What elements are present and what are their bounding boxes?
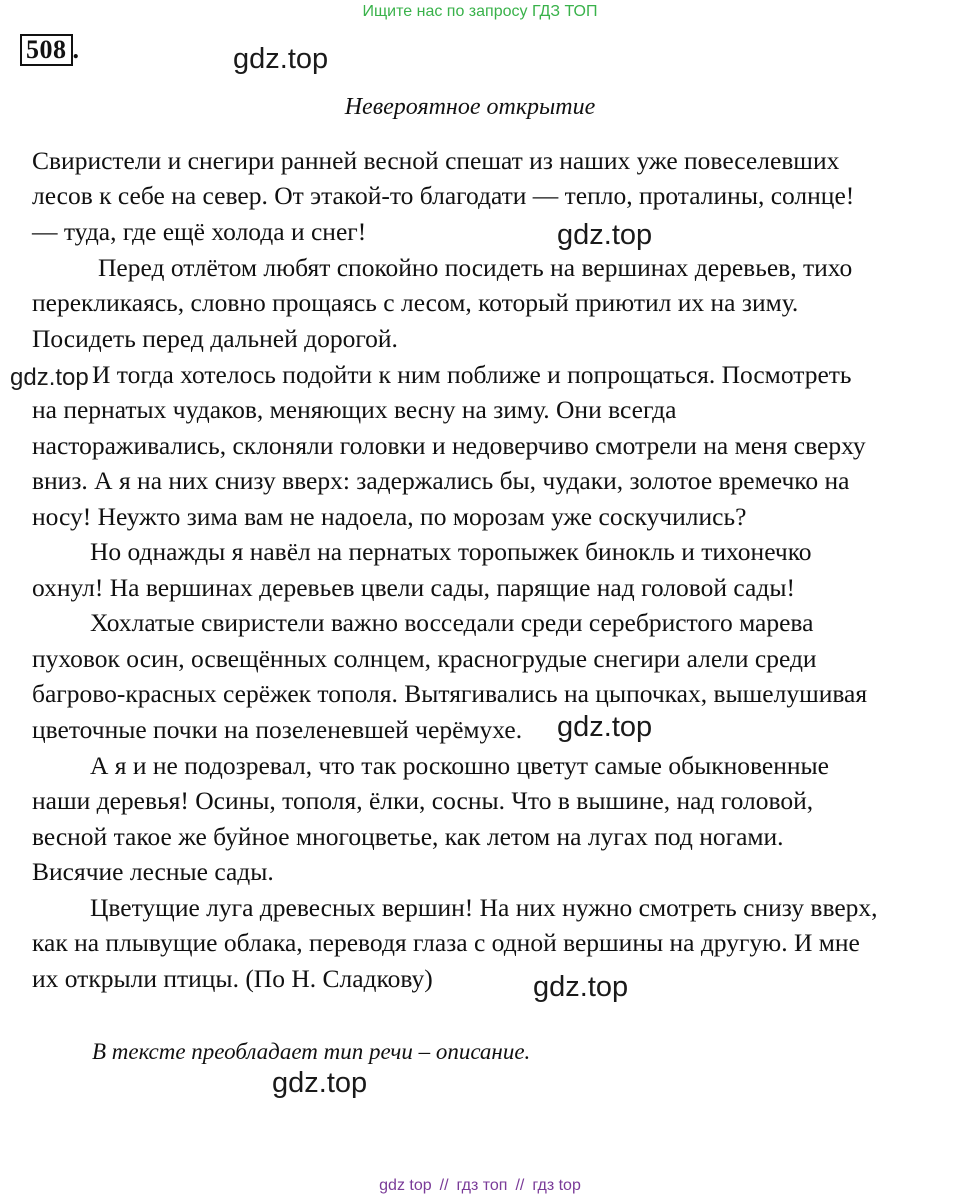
text-line: Свиристели и снегири ранней весной спешат из наших уже повеселевших (32, 146, 840, 175)
exercise-number-box: 508 (20, 34, 73, 66)
text-line: наши деревья! Осины, тополя, ёлки, сосны. Что в вышине, над головой, (32, 786, 814, 815)
text-title: Невероятное открытие (344, 94, 596, 120)
exercise-number-dot: . (72, 35, 80, 64)
watermark: gdz.top (557, 219, 653, 251)
text-line: охнул! На вершинах деревьев цвели сады, парящие над головой сады! (32, 573, 795, 602)
text-line: А я и не подозревал, что так роскошно цветут самые обыкновенные (90, 751, 829, 780)
watermark: gdz.top (233, 43, 329, 75)
text-line: на пернатых чудаков, меняющих весну на зиму. Они всегда (32, 395, 677, 424)
footer-separator: // (515, 1177, 525, 1194)
footer-link-gdz-top-ru[interactable]: гдз топ (456, 1177, 508, 1194)
footer-link-gdz-top-mixed[interactable]: гдз top (532, 1177, 581, 1194)
text-line: вниз. А я на них снизу вверх: задержались бы, чудаки, золотое времечко на (32, 466, 850, 495)
conclusion-text: В тексте преобладает тип речи – описание. (92, 1039, 531, 1064)
text-line: цветочные почки на позеленевшей черёмухе. (32, 715, 523, 744)
text-line: И тогда хотелось подойти к ним поближе и попрощаться. Посмотреть (92, 360, 852, 389)
watermark: gdz.top (272, 1067, 368, 1099)
text-line: как на плывущие облака, переводя глаза с одной вершины на другую. И мне (32, 928, 860, 957)
search-banner: Ищите нас по запросу ГДЗ ТОП (362, 3, 598, 20)
footer-separator: // (439, 1177, 449, 1194)
watermark: gdz.top (533, 971, 629, 1003)
text-line: Висячие лесные сады. (32, 857, 274, 886)
text-line: пуховок осин, освещённых солнцем, красногрудые снегири алели среди (32, 644, 817, 673)
footer-link-gdz-top[interactable]: gdz top (379, 1177, 432, 1194)
text-line: лесов к себе на север. От этакой-то благодати — тепло, проталины, солнце! (32, 181, 855, 210)
text-line: — туда, где ещё холода и снег! (32, 217, 367, 246)
footer-links (0, 1175, 960, 1197)
text-line: багрово-красных серёжек тополя. Вытягивались на цыпочках, вышелушивая (32, 679, 868, 708)
text-line: Перед отлётом любят спокойно посидеть на вершинах деревьев, тихо (98, 253, 853, 282)
text-line: настораживались, склоняли головки и недоверчиво смотрели на меня сверху (32, 431, 866, 460)
exercise-number (20, 34, 80, 64)
text-line: носу! Неужто зима вам не надоела, по морозам уже соскучились? (32, 502, 747, 531)
text-line: их открыли птицы. (По Н. Сладкову) (32, 964, 433, 993)
text-line: Но однажды я навёл на пернатых торопыжек бинокль и тихонечко (90, 537, 812, 566)
watermark: gdz.top (557, 711, 653, 743)
watermark: gdz.top (10, 364, 89, 391)
text-line: Посидеть перед дальней дорогой. (32, 324, 398, 353)
text-line: весной такое же буйное многоцветье, как летом на лугах под ногами. (32, 822, 784, 851)
text-line: перекликаясь, словно прощаясь с лесом, который приютил их на зиму. (32, 288, 799, 317)
text-line: Цветущие луга древесных вершин! На них нужно смотреть снизу вверх, (90, 893, 878, 922)
text-line: Хохлатые свиристели важно восседали среди серебристого марева (90, 608, 814, 637)
